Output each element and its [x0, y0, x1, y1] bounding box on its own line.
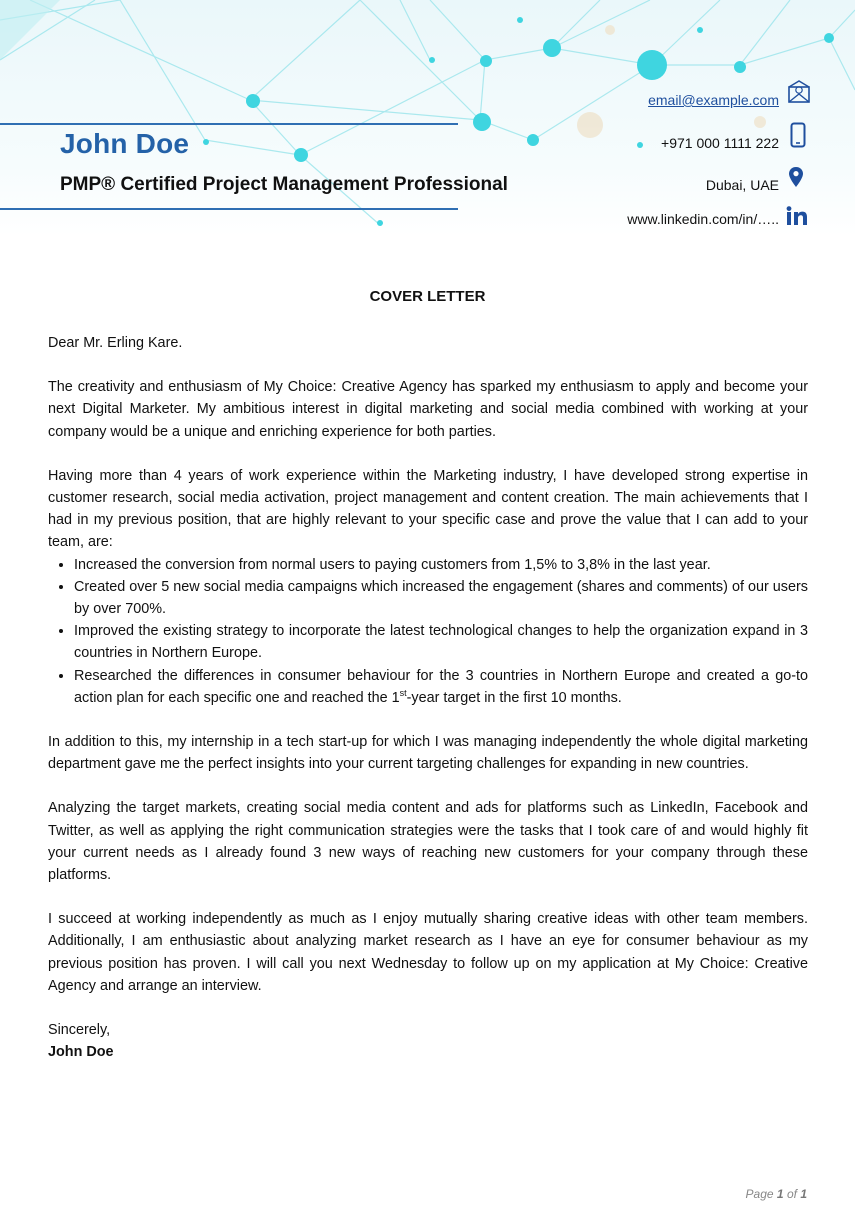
signature-name: John Doe [48, 1044, 114, 1061]
email-icon [787, 80, 811, 104]
top-rule [0, 123, 458, 125]
list-item-text-end: -year target in the first 10 months. [406, 689, 622, 706]
letterhead [0, 0, 855, 236]
paragraph-internship: In addition to this, my internship in a tech start-up for which I was managing independently the whole digital marketing department gave me the perfect insights into your current targeting challenges for expanding in new countries. [48, 734, 808, 773]
paragraph-intro: The creativity and enthusiasm of My Choice: Creative Agency has sparked my enthusiasm to apply and become your next Digital Marketer. My ambitious interest in digital marketing and social media combined with working at your company would be a unique and enriching experience for both parties. [48, 379, 808, 440]
list-item: • Increased the conversion from normal users to paying customers from 1,5% to 3,8% in the last year. [74, 554, 808, 576]
page-label: Page [745, 1187, 774, 1201]
page-number [746, 1187, 807, 1201]
page-of: of [786, 1187, 797, 1201]
letter-body [48, 332, 808, 1063]
phone-icon [790, 122, 806, 148]
list-item: • Created over 5 new social media campaigns which increased the engagement (shares and comments) of our users by over 700%. [74, 576, 808, 620]
location-pin-icon [788, 166, 804, 188]
bottom-rule [0, 208, 458, 210]
linkedin-url[interactable]: www.linkedin.com/in/….. [627, 211, 779, 227]
list-item: • Improved the existing strategy to incorporate the latest technological changes to help the organization expand in 3 countries in Northern Europe. [74, 620, 808, 664]
network-background-graphic [0, 0, 855, 236]
salutation: Dear Mr. Erling Kare. [48, 335, 183, 351]
candidate-name: John Doe [60, 128, 190, 159]
page-total: 1 [800, 1187, 807, 1201]
paragraph-experience: Having more than 4 years of work experience within the Marketing industry, I have developed strong expertise in customer research, social media activation, project management and content creation. The main achievements that I had in my previous position, that are highly relevant to your specific case and prove the value that I can add to your team, are: [48, 467, 808, 551]
sign-off [48, 1019, 808, 1063]
document-title: COVER LETTER [369, 288, 486, 305]
linkedin-icon[interactable] [786, 206, 808, 226]
paragraph-skills: Analyzing the target markets, creating social media content and ads for platforms such as LinkedIn, Facebook and Twitter, as well as applying the right communication strategies were the tasks that I took care of and would highly fit your current needs as I already found 3 new ways of reaching new customers for your company through these platforms. [48, 800, 808, 884]
page-current: 1 [776, 1187, 784, 1201]
location-text: Dubai, UAE [705, 177, 779, 193]
closing-phrase: Sincerely, [48, 1022, 111, 1039]
paragraph-closing: I succeed at working independently as much as I enjoy mutually sharing creative ideas with other team members. Additionally, I am enthusiastic about analyzing market research as I have an eye for consumer behaviour as my previous position has proven. I will call you next Wednesday to follow up on my application at My Choice: Creative Agency and arrange an interview. [48, 911, 808, 994]
list-item-text: Researched the differences in consumer behaviour for the 3 countries in Northern Europe and created a go-to action plan for each specific one and reached the 1 [74, 667, 808, 706]
email-link[interactable]: email@example.com [648, 92, 779, 108]
achievements-list [48, 554, 808, 709]
list-item [74, 665, 808, 709]
ordinal-suffix: st [399, 688, 407, 699]
professional-tagline: PMP® Certified Project Management Professional [60, 174, 508, 195]
phone-number: +971 000 1111 222 [661, 135, 779, 151]
